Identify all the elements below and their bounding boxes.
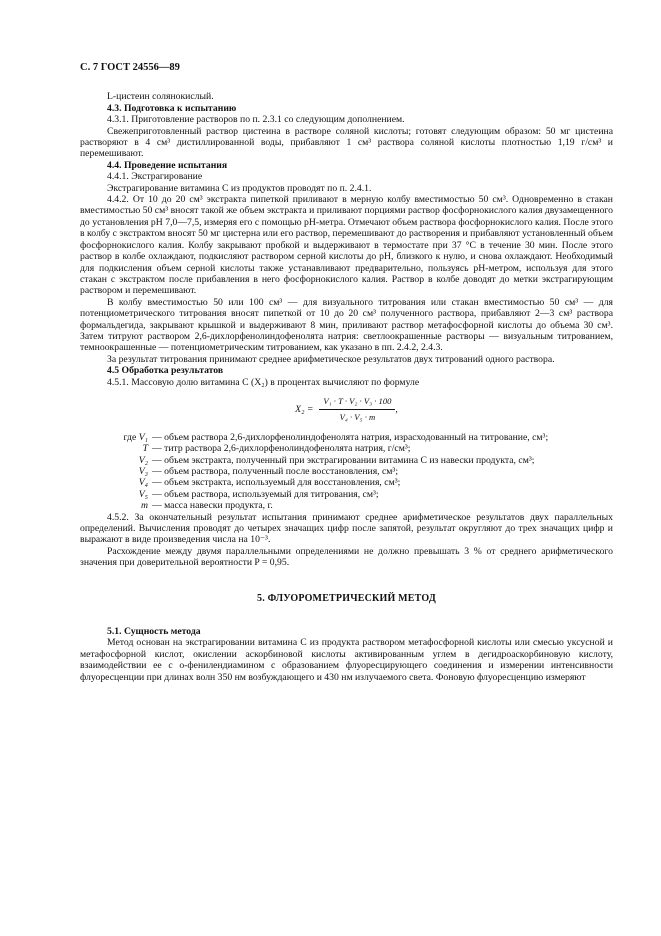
definition-row [80,455,613,466]
definition-symbol: m [141,500,148,512]
section-4-4-heading: 4.4. Проведение испытания [107,159,228,171]
formula-fraction [319,395,398,424]
formula-tail: , [395,404,398,416]
definition-row [80,432,613,443]
definition-symbol: где V₁ [123,431,148,443]
definition-symbol: V₂ [138,454,148,466]
formula-x2 [80,396,613,424]
paragraph-lcysteine: L-цистеин солянокислый. [107,91,214,103]
definition-symbol: V₄ [138,477,148,489]
formula-lhs: X₂ = [295,404,314,416]
definition-text: — объем раствора 2,6-дихлорфенолиндофенолята натрия, израсходованный на титрование, см³; [152,431,549,443]
definition-symbol: V₃ [138,466,148,477]
paragraph-4-4-1: 4.4.1. Экстрагирование [107,171,203,183]
formula-denominator: V₄ · V₅ · m [339,412,376,423]
paragraph-4-4-2-result: За результат титрования принимают среднее арифметическое результатов двух титрований одного раствора. [107,353,555,365]
definition-text: — объем раствора, используемый для титрования, см³; [152,488,379,500]
paragraph-4-5-2: 4.5.2. За окончательный результат испытания принимают среднее арифметическое результатов двух параллельных определений. Вычисления проводят до четырех значащих цифр после запятой, результат округляют до трех значащих цифр и выражают в виде произведения числа на 10⁻³. [80,511,613,546]
section-5-1-heading: 5.1. Сущность метода [107,626,201,638]
definition-text: — масса навески продукта, г. [152,500,273,512]
formula-numerator: V₁ · T · V₂ · V₃ · 100 [319,396,395,410]
definition-row [80,443,613,454]
paragraph-5-1: Метод основан на экстрагировании витамина С из продукта раствором метафосфорной кислоты или смесью уксусной и метафосфорной кислот, окислении аскорбиновой кислоты активированным углем в дегидроаскорбиновую кислоту, взаимодействии ее с о-фенилендиамином с образованием флуоресцирующего соединения и измерении интенсивности флуоресценции при длинах волн 350 нм возбуждающего и 430 нм излучаемого света. Фоновую флуоресценцию измеряют [80,637,613,683]
paragraph-4-3-1-body: Свежеприготовленный раствор цистеина в растворе соляной кислоты; готовят следующим образом: 50 мг цистеина растворяют в 4 см³ дистиллированной воды, прибавляют 1 см³ раствора соляной кислоты плотностью 1,19 г/см³ и перемешивают. [80,125,613,160]
section-4-5-heading: 4.5 Обработка результатов [107,365,224,377]
definition-text: — объем раствора, полученный после восстановления, см³; [152,466,399,477]
definition-row [80,466,613,477]
section-4-3-heading: 4.3. Подготовка к испытанию [107,102,237,114]
paragraph-4-5-2-discrepancy: Расхождение между двумя параллельными определениями не должно превышать 3 % от среднего арифметического значения при доверительной вероятности P = 0,95. [80,545,613,569]
document-page [80,62,613,683]
page-header: С. 7 ГОСТ 24556—89 [80,62,180,73]
paragraph-4-4-2-titration: В колбу вместимостью 50 или 100 см³ — для визуального титрования или стакан вместимостью 50 см³ — для потенциометрического титрования вносят пипеткой от 10 до 20 см³ полученного раствора, прибавляют 2—3 см³ раствора формальдегида, закрывают крышкой и выдерживают 8 мин, приливают раствор метафосфорной кислоты до объема 30 см³. Затем титруют раствором 2,6-дихлорфенолиндофенолята натрия: светлоокрашенные растворы — визуальным титрованием, темноокрашенные — потенциометрическим титрованием, как указано в пп. 2.4.2, 2.4.3. [80,296,613,354]
definition-text: — объем экстракта, полученный при экстрагировании витамина С из навески продукта, см³; [152,454,535,466]
definition-symbol: V₅ [138,488,148,500]
definition-row [80,489,613,500]
paragraph-4-5-1: 4.5.1. Массовую долю витамина С (X₂) в процентах вычисляют по формуле [107,376,420,388]
formula-definitions [80,432,613,512]
definition-text: — титр раствора 2,6-дихлорфенолиндофенолята натрия, г/см³; [152,443,411,455]
definition-row [80,500,613,511]
section-5-title: 5. ФЛУОРОМЕТРИЧЕСКИЙ МЕТОД [257,592,436,604]
definition-symbol: T [142,443,148,455]
paragraph-4-4-2: 4.4.2. От 10 до 20 см³ экстракта пипеткой приливают в мерную колбу вместимостью 50 см³. Одновременно в стакан вместимостью 50 см³ вносят такой же объем экстракта и приливают порциями раствор фосфорнокислого калия двузамещенного до установления pH 7,0—7,5, измеряя его с помощью pH-метра. Отмечают объем раствора фосфорнокислого калия. После этого в колбу с экстрактом вносят 50 мг цистерна или его раствор, перемешивают до растворения и прибавляют установленный объем фосфорнокислого калия. Колбу закрывают пробкой и выдерживают в термостате при 37 °С в течение 30 мин. После этого раствор в колбе охлаждают, подкисляют раствором серной кислоты до pH, близкого к нулю, и снова охлаждают. Необходимый для подкисления объем серной кислоты также устанавливают предварительно, пользуясь pH-метром, используя для этого стакан с экстрактом после прибавления в него фосфорнокислого калия. Раствор в колбе доводят до метки экстрагирующим раствором и перемешивают. [80,194,613,297]
definition-text: — объем экстракта, используемый для восстановления, см³; [152,477,401,489]
definition-row [80,477,613,488]
paragraph-4-4-1-body: Экстрагирование витамина С из продуктов проводят по п. 2.4.1. [107,182,372,194]
paragraph-4-3-1: 4.3.1. Приготовление растворов по п. 2.3.1 со следующим дополнением. [107,114,405,126]
